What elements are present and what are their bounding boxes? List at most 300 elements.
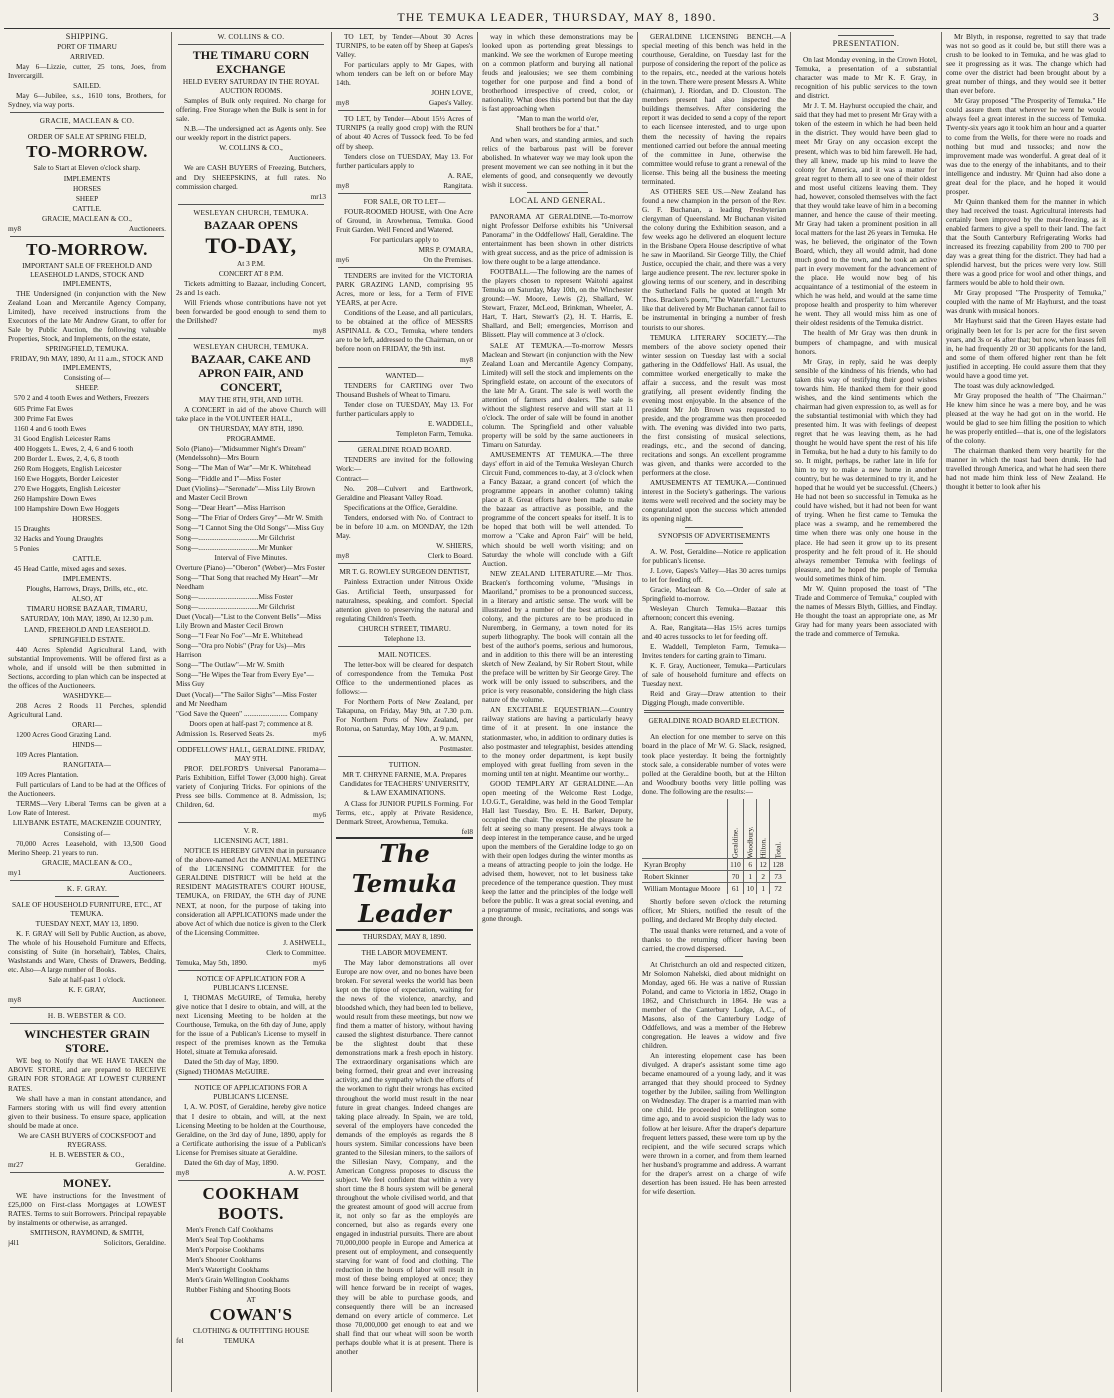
divider xyxy=(527,208,587,209)
article-paragraph: Mr Gray proposed "The Prosperity of Temuka," coupled with the name of Mr Hayhurst, and the toast was drunk with musical honors. xyxy=(946,288,1106,316)
divider xyxy=(338,110,471,111)
list-item: Song—"The Friar of Orders Grey"—Mr W. Smith xyxy=(176,512,323,522)
list-item: Song—"He Wipes the Tear from Every Eye"—Miss Guy xyxy=(176,670,314,689)
divider xyxy=(178,822,324,823)
list-item: Song—"I Cannot Sing the Old Songs"—Miss Guy xyxy=(176,522,324,532)
list-item: Song—.................................Mr Gilchrist xyxy=(176,532,295,542)
signature-line: my8 Clerk to Board. xyxy=(336,551,473,561)
signature: K. F. GRAY, xyxy=(68,985,106,995)
lilybank-text: 70,000 Acres Leasehold, with 13,500 Good Merino Sheep. 21 years to run. xyxy=(8,838,166,857)
signature-line: my8 Auctioneers. xyxy=(8,223,166,233)
presentation-heading: PRESENTATION. xyxy=(832,39,900,48)
list-item: Duet (Vocal)—"List to the Convent Bells"—Miss Lily Brown and Master Cecil Brown xyxy=(176,612,322,631)
divider xyxy=(55,896,118,897)
money-text: WE have instructions for the Investment of £25,000 on First-class Mortgages at LOWEST RATES. Terms to suit Borrowers. Principal repayable by instalments or otherwise, as arranged. xyxy=(8,1190,166,1228)
vote-count: 61 xyxy=(727,883,744,895)
doors-text: Doors open at half-past 7; commence at 8. xyxy=(189,718,313,728)
springfield-text: 440 Acres Splendid Agricultural Land, with substantial Improvements. Will be offered first as a whole, and if unsold will be then submitted in Sections, according to plan which can be inspected at the offices of the Auctioneers. xyxy=(8,644,166,690)
column-4 xyxy=(482,32,633,1392)
at-label: AT xyxy=(246,1295,256,1305)
news-item: AMUSEMENTS AT TEMUKA.—Continued interest in the Society's gatherings. The various items were well received and the society may be congratulated upon the success which attended its opening night. xyxy=(642,478,786,524)
programme-list xyxy=(176,444,326,552)
editorial-continued: way in which these demonstrations may be looked upon as portending great blessings to mankind. We see the workmen of Europe meeting on a common platform and burying all national feuds and jealousies; we see them combining together for one purpose and find a bond of brotherhood irrespective of creed, color, or nationality. What does this portend but that the day is fast approaching when xyxy=(482,32,633,114)
table-header: Total. xyxy=(770,799,786,859)
list-item: Men's Grain Wellington Cookhams xyxy=(186,1275,289,1285)
signature-line: mr27 Geraldine. xyxy=(8,1159,166,1169)
vote-count: 110 xyxy=(727,859,744,871)
article-paragraph: Mr Gray, in reply, said he was deeply sensible of the kindness of his friends, who had taken this way of testifying their good wishes towards him. He thanked them for their good wishes, and the kind sentiments which the chairman had given expression to, as well as for the substantial testimonial with which they had presented him. It was with feelings of deepest regret that he was leaving them, as he had thought he would have spent the rest of his life in Temuka, but he had a duty to his family to do so. It might, perhaps, be rather late in life for him to try to make a new home in another country, but he was determined to try it, and he hoped that he would yet be successful. (Cheers.) He had not been so successful in Temuka as he could have wished, but it had not been for want of trying. When he first came to Temuka the place was a swamp, and he remembered the time when there was only one house in the place. He had seen it grow up to its present prosperity and he felt proud of it. He should always remember Temuka with feelings of pleasure, and he hoped the people of Temuka would sometimes think of him. xyxy=(795,356,937,583)
lilybank-consisting: Consisting of— xyxy=(63,828,111,838)
for-sale-text: FOUR-ROOMED HOUSE, with One Acre of Ground, in Arowhenua, Temuka. Good Fruit Garden. Well Fenced and Watered. xyxy=(336,206,473,234)
election-result-text-2: The usual thanks were returned, and a vote of thanks to the returning officer having been carried, the crowd dispersed. xyxy=(642,925,786,953)
divider xyxy=(10,1172,164,1173)
table-row xyxy=(642,883,786,895)
ad-code: my8 xyxy=(313,326,326,336)
saturday-date: SATURDAY, 10th MAY, 1890, At 12.30 p.m. xyxy=(20,614,154,624)
divider xyxy=(10,112,164,113)
column-5 xyxy=(642,32,786,1392)
interval-text: Interval of Five Minutes. xyxy=(214,552,288,562)
news-item: AN EXCITABLE EQUESTRIAN.—Country railway stations are having a particularly heavy time of it at present. In one instance the stationmaster, who, in addition to ordinary duties is also postmaster and telegraphist, besides attending to the money order department, is kept busily employed with great fuelling from seven in the morning until ten at night. Meantime our worthy... xyxy=(482,705,633,778)
signature-title: Postmaster. xyxy=(439,744,473,754)
divider xyxy=(338,944,471,945)
sheep-heading: SHEEP. xyxy=(75,383,99,393)
vr-heading: V. R. xyxy=(243,826,259,836)
list-item: Men's Porpoise Cookhams xyxy=(186,1244,264,1254)
also-label: ALSO, AT xyxy=(71,594,103,604)
wanted-details: Tender close on TUESDAY, May 13. For further particulars apply to xyxy=(336,399,473,418)
column-7 xyxy=(946,32,1106,1392)
mcguire-notice: I, THOMAS McGUIRE, of Temuka, hereby give notice that I desire to obtain, and will, at the next Licensing Meeting to be holden at the Courthouse, Temuka, on the 6th day of June, apply for the issue of a Publican's License to myself in respect of the premises known as the Temuka Hotel, situate at Temuka aforesaid. xyxy=(176,992,326,1057)
winchester-text-2: We shall have a man in constant attendance, and Farmers storing with us will find every attention given to their business. To ensure space, application should be made at once. xyxy=(8,1093,166,1130)
hinds-text: 109 Acres Plantation. xyxy=(16,750,79,760)
order-of-sale: ORDER OF SALE AT SPRING FIELD, xyxy=(27,132,147,142)
panorama-text: PROF. DELFORD'S Universal Panorama—Paris Exhibition, Eiffel Tower (3,000 high). Great variety of Conjuring Tricks. For opinions of the Press see bills. Commence at 8. Admission, 1s; Children, 6d. xyxy=(176,763,326,810)
list-item: 260 Rom Hoggets, English Leicester xyxy=(14,463,122,473)
signature-line: my8 Gapes's Valley. xyxy=(336,98,473,108)
election-results-table xyxy=(642,799,786,895)
table-header xyxy=(642,799,727,859)
may-dates: MAY THE 8TH, 9TH, AND 10TH. xyxy=(199,395,303,405)
article-paragraph: Mr Hayhurst said that the Green Hayes estate had originally been let for 1s per acre for the first seven years, and 3s or 4s after that; but now, when leases fell in, he had frequently 20 or 30 applicants for the land, and some of them offered higher rent than he felt justified in accepting. He could assure them that they would have a good time yet. xyxy=(946,316,1106,380)
divider xyxy=(338,646,471,647)
column-divider xyxy=(941,32,942,1392)
implements-heading: IMPLEMENTS. xyxy=(62,574,112,584)
list-item: 200 Border L. Ewes, 2, 4, 6, 8 tooth xyxy=(14,453,119,463)
signature: A. RAE, xyxy=(447,170,473,180)
arrived-text: May 6—Lizzie, cutter, 25 tons, Joes, from Invercargill. xyxy=(8,62,166,81)
for-sale-apply: For particulars apply to xyxy=(370,234,439,244)
shipping-heading: SHIPPING. xyxy=(65,32,109,41)
masthead-date: THURSDAY, MAY 8, 1890. xyxy=(362,931,447,941)
horses-heading: HORSES. xyxy=(72,514,102,524)
signature-line: my1 Auctioneers. xyxy=(8,867,166,877)
list-item: "God Save the Queen" ........................ Company xyxy=(176,708,318,718)
list-item: Song—"The Outlaw"—Mr W. Smith xyxy=(176,660,285,670)
divider xyxy=(338,193,471,194)
cookham-headline: COOKHAM BOOTS. xyxy=(202,1183,300,1223)
sale-item: SHEEP xyxy=(75,193,99,203)
vote-total: 128 xyxy=(770,859,786,871)
header-rule xyxy=(4,28,1110,29)
divider xyxy=(685,956,743,957)
time-label: At 3 P.M. xyxy=(237,258,265,268)
specifications-2: Tenders, endorsed with No. of Contract to be in before 10 a.m. on MONDAY, the 12th May. xyxy=(336,513,473,541)
horses-list xyxy=(8,524,166,553)
column-6 xyxy=(795,32,937,1392)
to-let-details: Tenders close on TUESDAY, May 13. For further particulars apply to xyxy=(336,151,473,170)
important-sale: IMPORTANT SALE OF FREEHOLD AND LEASEHOLD LANDS, STOCK AND IMPLEMENTS, xyxy=(22,260,152,288)
cattle-text: 45 Head Cattle, mixed ages and sexes. xyxy=(14,564,127,574)
divider xyxy=(10,1007,164,1008)
list-item: 15 Draughts xyxy=(14,524,50,534)
table-row xyxy=(642,871,786,883)
list-item: Rubber Fishing and Shooting Boots xyxy=(186,1285,291,1295)
election-heading: GERALDINE ROAD BOARD ELECTION. xyxy=(648,716,780,726)
friday-date: FRIDAY, 9th MAY, 1890, At 11 a.m., STOCK AND IMPLEMENTS, xyxy=(10,354,164,373)
signature: W. SHIERS, xyxy=(436,541,473,551)
sale-item: IMPLEMENTS xyxy=(63,173,111,183)
oddfellows-heading: ODDFELLOWS' HALL, GERALDINE. FRIDAY, MAY 9TH. xyxy=(176,744,326,763)
sale-time: Sale to Start at Eleven o'clock sharp. xyxy=(33,163,141,173)
thursday-date: ON THURSDAY, MAY 8TH, 1890. xyxy=(198,424,304,434)
synopsis-item: K. F. Gray, Auctioneer, Temuka—Particulars of sale of household furniture and effects on Tuesday next. xyxy=(642,661,786,689)
sailed-text: May 6—Jubilee, s.s., 1610 tons, Brothers, for Sydney, via way ports. xyxy=(8,91,166,110)
programme-list-2 xyxy=(176,563,326,718)
dentist-telephone: Telephone 13. xyxy=(383,633,426,643)
divider xyxy=(685,728,743,729)
list-item: Song—"The Man of War"—Mr K. Whitehead xyxy=(176,463,311,473)
nb-text: N.B.—The undersigned act as Agents only. See our weekly report in the district papers. xyxy=(176,124,326,143)
sheep-list xyxy=(8,393,166,513)
list-item: Song—"Ora pro Nobis" (Pray for Us)—Mrs Harrison xyxy=(176,641,306,660)
signature-title: Clerk to Committee. xyxy=(266,947,326,957)
corn-exchange-headline: THE TIMARU CORN EXCHANGE xyxy=(192,48,310,77)
table-header-row xyxy=(642,799,786,859)
vote-count: 70 xyxy=(727,871,744,883)
page-number: 3 xyxy=(1092,10,1100,24)
tenders-victoria-2: Conditions of the Lease, and all particulars, to be obtained at the office of MESSRS ASPINALL & CO., Temuka, where tenders are to be left, addressed to the Chairman, on or before noon on FRIDAY, the 9th inst. xyxy=(336,308,473,354)
list-item: 100 Hampshire Down Ewe Hoggets xyxy=(14,503,120,513)
column-1 xyxy=(8,32,166,1392)
tuition-name: MR T. CHRYNE FARNIE, M.A. Prepares Candidates for TEACHERS' UNIVERSITY, & LAW EXAMINATIONS. xyxy=(339,770,470,798)
vote-total: 73 xyxy=(770,871,786,883)
divider xyxy=(10,236,164,237)
to-let-notice: TO LET, by Tender—About 15½ Acres of TURNIPS (a really good crop) with the RUN of about 40 Acres of Tussock feed. To be fed off by sheep. xyxy=(336,114,473,151)
news-item: NEW ZEALAND LITERATURE.—Mr Thos. Bracken's forthcoming volume, "Musings in Maoriland," promises to be a pronounced success, in a literary and artistic sense. The work will be illustrated by a number of the best artists in the colony, and the pictures are to be produced in Nuremberg, in Germany, a town noted for its superb lithography. The book will contain all the best of the author's poems, serious and humorous, and in addition to this there will be an interesting sketch of New Zealand, by Sir Robert Stout, while the preface will be written by Sir George Grey. The work will be only issued to subscribers, and the price is very reasonable, considering the high class nature of the volume. xyxy=(482,568,633,705)
bazaar-opens: BAZAAR OPENS xyxy=(204,217,298,232)
divider xyxy=(527,192,587,193)
notice-heading: NOTICE OF APPLICATION FOR A PUBLICAN'S LICENSE. xyxy=(196,973,306,992)
concert-text: A CONCERT in aid of the above Church will take place in the VOLUNTEER HALL, xyxy=(176,405,326,424)
news-item: TEMUKA LITERARY SOCIETY.—The members of the above society opened their winter session on Tuesday last with a social gathering in the Oddfellows' Hall. As usual, the committee worked energetically to make the affair a success, and the result was most gratifying, all present evidently finding the evening most enjoyable. In the absence of the president Mr Job Brown was requested to preside, and the programme was then proceeded with. The evening was divided into two parts, the first consisting of musical selections, readings, etc., and the second of dancing, recitations and songs. An excellent programme was given, and thanks were accorded to the performers at the close. xyxy=(642,332,786,478)
list-item: 32 Hacks and Young Draughts xyxy=(14,534,103,544)
divider xyxy=(838,35,895,36)
wesleyan-heading: WESLEYAN CHURCH, TEMUKA. xyxy=(193,207,309,217)
admission-line: Admission 1s. Reserved Seats 2s. my6 xyxy=(176,728,326,738)
today-headline: TO-DAY, xyxy=(205,232,297,258)
terms-text: TERMS—Very Liberal Terms can be given at a Low Rate of Interest. xyxy=(8,799,166,818)
news-item: FOOTBALL.—The following are the names of the players chosen to represent Waitohi against Temuka on Saturday, May 10th, on the Winchester ground:—W. Moore, Lewis (2), Shallard, W. Stewart, Frazer, McLeod, Brinkman, Wheeler, A. Hart, T. Hart, Stewart's (2), H. T. Harris, E. Shallard, and Bell; emergencies, Morrison and Blissett. Play will commence at 3 o'clock. xyxy=(482,267,633,340)
signature: E. WADDELL, xyxy=(427,418,473,428)
dentist-address: CHURCH STREET, TIMARU. xyxy=(358,623,451,633)
vote-count: 10 xyxy=(744,883,757,895)
port-heading: PORT OF TIMARU xyxy=(57,42,117,52)
list-item: Song—"Dear Heart"—Miss Harrison xyxy=(176,502,286,512)
mail-heading: MAIL NOTICES. xyxy=(378,649,431,659)
list-item: 570 2 and 4 tooth Ewes and Wethers, Freezers xyxy=(14,393,149,403)
post-notice: I, A. W. POST, of Geraldine, hereby give notice that I desire to obtain, and will, at the next Licensing Meeting to be holden at the Courthouse, Geraldine, on the 3rd day of June, 1890, apply for a Certificate authorising the issue of a Publican's License for Premises situate at Geraldine. xyxy=(176,1102,326,1157)
divider xyxy=(685,543,743,544)
ad-code: my8 xyxy=(460,354,473,364)
divider xyxy=(178,44,324,45)
synopsis-item: E. Waddell, Templeton Farm, Temuka—Invites tenders for carting grain to Timaru. xyxy=(642,642,786,661)
column-divider xyxy=(171,32,172,1392)
verse-line: "Man to man the world o'er, xyxy=(516,114,599,124)
mcguire-signature: (Signed) THOMAS McGUIRE. xyxy=(176,1067,270,1077)
news-item: SALE AT TEMUKA.—To-morrow Messrs Maclean and Stewart (in conjunction with the New Zealand Loan and Mercantile Agency Company, Limited) will sell the stock and implements on the Springfield estate, on account of the executors of the late Mr A. Grant. The sale is well worth the attention of farmers and dealers. The sale is without the slightest reserve and will start at 11 o'clock. The order of sale will be found in another column. The Springfield and other valuable property will be sold by the same auctioneers in Timaru on Saturday. xyxy=(482,340,633,450)
contract-text: No. 208—Culvert and Earthwork, Geraldine and Pleasant Valley Road. xyxy=(336,484,473,503)
column-3 xyxy=(336,32,473,1392)
header-title: THE TEMUKA LEADER, THURSDAY, MAY 8, 1890. xyxy=(397,10,717,24)
clothing-house: CLOTHING & OUTFITTING HOUSE xyxy=(192,1326,310,1336)
tickets-text: Tickets admitting to Bazaar, including Concert, 2s and 1s each. xyxy=(176,278,326,297)
dentist-heading: MR T. G. ROWLEY SURGEON DENTIST, xyxy=(339,567,470,577)
divider xyxy=(178,204,324,205)
wanted-text: TENDERS for CARTING over Two Thousand Bushels of Wheat to Timaru. xyxy=(336,380,473,399)
list-item: Song—"I Fear No Foe"—Mr E. Whitehead xyxy=(176,631,303,641)
licensing-notice: NOTICE IS HEREBY GIVEN that in pursuance of the above-named Act the ANNUAL MEETING of the LICENSING COMMITTEE for the GERALDINE DISTRICT will be held at the RESIDENT MAGISTRATE'S COURT HOUSE, TEMUKA, on FRIDAY, the 6TH day of JUNE NEXT, at noon, for the purpose of taking into consideration all APPLICATIONS made under the above Act of which due notice is given to the Clerk of the Licensing Committee. xyxy=(176,846,326,937)
programme-heading: PROGRAMME. xyxy=(226,434,276,444)
money-headline: MONEY. xyxy=(63,1175,111,1190)
boots-list xyxy=(176,1225,326,1294)
rangitata-heading: RANGITATA— xyxy=(63,760,111,770)
news-item: At Christchurch an old and respected citizen, Mr Solomon Nahelski, died about midnight on Monday, aged 66. He was a native of Russian Poland, and came to Victoria in 1852, Otago in 1862, and Christchurch in 1864. He was a member of the Canterbury Lodge, A.C., of Masons, also of the Canterbury Lodge of Oddfellows, and was a member of the Hebrew congregation. He leaves a widow and five children. xyxy=(642,959,786,1051)
list-item: Overture (Piano)—"Oberon" (Weber)—Mrs Foster xyxy=(176,562,326,572)
orari-heading: ORARI— xyxy=(72,720,102,729)
list-item: 270 Ewe Hoggets, English Leicester xyxy=(14,483,121,493)
news-item: AMUSEMENTS AT TEMUKA.—The three days' effort in aid of the Temuka Wesleyan Church Circuit Fund, commences to-day, at 3 o'clock when a Fancy Bazaar, a grand concert (of which the programme appears in another column) taking place at 8. Great efforts have been made to make the bazaar as attractive as possible, and the programme of the concert speaks for itself. It is to be hoped that both will be well attended. To morrow a "Cake and Apron Fair" will be held, which should be well worth visiting; and on Saturday the whole will conclude with a Gift Auction. xyxy=(482,450,633,568)
election-text: An election for one member to serve on this board in the place of Mr W. G. Slack, resigned, took place yesterday. It being the fortnightly stock sale, a considerable number of votes were polled at the Geraldine booth, but at the Hilton and Woodbury booths very little polling was done. The following are the results:— xyxy=(642,732,786,796)
list-item: Men's Seal Top Cookhams xyxy=(186,1234,264,1244)
ad-code: mr13 xyxy=(310,191,326,201)
list-item: 605 Prime Fat Ewes xyxy=(14,403,73,413)
list-item: 1160 4 and 6 tooth Ewes xyxy=(14,423,87,433)
list-item: Song—"Fiddle and I"—Miss Foster xyxy=(176,473,282,483)
article-paragraph: Mr Blyth, in response, regretted to say that trade was not so good as it could be, but still there was a crush to be looked to in Temuka, and he was glad to see it progressing as it was. The change which had come over the district had been brought about by a great number of things, and they would see it better than ever before. xyxy=(946,32,1106,96)
news-item: PANORAMA AT GERALDINE.—To-morrow night Professor Delforse exhibits his "Universal Panorama" in the Oddfellows' Hall, Geraldine. The entertainment has been shown in other districts with great success, and as the price of admission is low there ought to be a large attendance. xyxy=(482,211,633,267)
friends-text: Will Friends whose contributions have not yet been forwarded be good enough to send them to the Drillshed? xyxy=(176,297,326,325)
divider xyxy=(338,563,471,564)
tenders-victoria: TENDERS are invited for the VICTORIA PARK GRAZING LAND, comprising 95 Acres, more or less, for a Term of FIVE YEARS, at per Acre. xyxy=(336,271,473,308)
mail-text: The letter-box will be cleared for despatch of correspondence from the Temuka Post Office to the undermentioned places as follows:— xyxy=(336,659,473,696)
synopsis-item: Gracie, Maclean & Co.—Order of sale at Springfield to-morrow. xyxy=(642,584,786,603)
editorial-text: The May labor demonstrations all over Europe are now over, and no bones have been broken. For several weeks the world has been kept on the tiptoe of expectation, waiting for the news of the violence, anarchy, and bloodshed which, they had been led to believe, would result from these meetings, but now we find them a matter of history, without having caused the slightest disturbance. There cannot be the slightest doubt that these demonstrations mark a fresh epoch in history. The extraordinary organisations which are being formed, their great and ever increasing activity, and the sympathy which the efforts of the workmen to right their wrongs has excited throughout the world must result in the near future in great changes. Indeed changes are taking place already. In Spain, we are told, several of the employers have conceded the demands of the employés as regards the 8 hours system. Similar concessions have been granted to the Silesian miners, to the sailors of the Sillesian Navy, Company, and the American Congress proposes to discuss the subject. We feel confident that within a very short time the 8 hours system will be general throughout the whole civilised world, and that the greatest amount of good will accrue from it, not only so far as the employés are concerned, but also as regards every one engaged in industrial pursuits. There are about 70,000,000 people in Europe and America at present out of employment, and consequently starving for want of food and clothing. The reduction in the hours of labor will result in most of these being employed at once; they will hence forward be in receipt of wages, they will be able to purchase goods, and consequently there will be an increased demand on every article of commerce. Let those 70,000,000 get enough to eat and we shall find that our wheat will soon be worth perhaps double what it is at present. There is another xyxy=(336,957,473,1356)
article-paragraph: On last Monday evening, in the Crown Hotel, Temuka, a presentation of a substantial character was made to Mr K. F. Gray, in recognition of his public services to the town and district. xyxy=(795,55,937,101)
springfield-estate: SPRINGFIELD ESTATE. xyxy=(48,634,126,644)
page-header xyxy=(0,10,1114,26)
springfield-heading: SPRINGFIELD, TEMUKA. xyxy=(45,344,129,354)
synopsis-item: A. Rae, Rangitata—Has 15½ acres turnips and 40 acres tussocks to let for feeding off. xyxy=(642,622,786,641)
list-item: Song—.................................Miss Foster xyxy=(176,592,293,602)
divider xyxy=(10,1023,164,1024)
news-item: An interesting elopement case has been divulged. A draper's assistant some time ago became enamoured of a young lady, and it was arranged that they should proceed to Sydney together by the Jubilee, sailing from Wellington on Wednesday. The draper is a married man with one child. He proceeded to Wellington some time ago, and to avoid suspicion the lady was to follow at her leisure. After the draper's departure frequent letters passed, these were torn up by the recipient, and the wife secured scraps which were thrown in a corner, and from them learned her husband's programme and address. A warrant for the draper's arrest on a charge of wife desertion has been issued. He has been arrested for wife desertion. xyxy=(642,1051,786,1196)
rangitata-text: 109 Acres Plantation. xyxy=(16,770,79,780)
article-paragraph: Mr W. Quinn proposed the toast of "The Trade and Commerce of Temuka," coupled with the names of Messrs Blyth, Gillies, and Findlay. He thought the toast an appropriate one, as Mr Gray had for many years been associated with the trade and commerce of Temuka. xyxy=(795,583,937,638)
divider xyxy=(338,367,471,368)
washdyke-heading: WASHDYKE— xyxy=(62,690,112,700)
synopsis-item: J. Love, Gapes's Valley—Has 30 acres turnips to let for feeding off. xyxy=(642,565,786,584)
specifications: Specifications at the Office, Geraldine. xyxy=(344,503,458,513)
list-item: Men's Watertight Cookhams xyxy=(186,1265,269,1275)
signature: MRS P. O'MARA, xyxy=(418,244,473,254)
election-result-text: Shortly before seven o'clock the returning officer, Mr Shiers, notified the result of the polling, and declared Mr Brophy duly elected. xyxy=(642,897,786,925)
divider xyxy=(338,756,471,757)
list-item: Duet (Violins)—"Serenade"—Miss Lily Brown and Master Cecil Brown xyxy=(176,483,316,502)
synopsis-item: Wesleyan Church Temuka—Bazaar this afternoon; concert this evening. xyxy=(642,603,786,622)
cattle-heading: CATTLE. xyxy=(72,554,102,564)
to-let-details: For particulars apply to Mr Gapes, with whom tenders can be left on or before May 14th. xyxy=(336,60,473,88)
divider xyxy=(178,970,324,971)
road-board-text: TENDERS are invited for the following Work:— xyxy=(336,454,473,473)
article-paragraph: The health of Mr Gray was then drunk in bumpers of champagne, and with musical honors. xyxy=(795,328,937,356)
divider xyxy=(838,51,895,52)
vote-count: 1 xyxy=(757,883,770,895)
bazaar-cake-headline: BAZAAR, CAKE AND APRON FAIR, AND CONCERT, xyxy=(191,352,311,395)
column-2 xyxy=(176,32,326,1392)
signature: H. B. WEBSTER & CO., xyxy=(49,1149,125,1159)
timaru-bazaar: TIMARU HORSE BAZAAR, TIMARU, xyxy=(26,604,148,614)
list-item: 260 Hampshire Down Ewes xyxy=(14,493,97,503)
cash-text: We are CASH BUYERS of Freezing, Butchers, and Dry SHEEPSKINS, at full rates. No commission charged. xyxy=(176,163,326,191)
synopsis-item: A. W. Post, Geraldine—Notice re application for publican's license. xyxy=(642,546,786,565)
vote-count: 12 xyxy=(757,859,770,871)
auctioneer-heading: K. F. GRAY. xyxy=(66,883,108,893)
cash-buyers: We are CASH BUYERS of COCKSFOOT and RYEGRASS. xyxy=(18,1130,156,1149)
divider xyxy=(685,527,743,528)
furniture-text: K. F. GRAY will Sell by Public Auction, as above, The whole of his Household Furniture and Effects, consisting of Suite (in horsehair), Tables, Chairs, Washstands and Ware, Chests of Drawers, Bedding, etc. Also—A large number of Books. xyxy=(8,928,166,975)
to-let-notice: TO LET, by Tender—About 30 Acres TURNIPS, to be eaten off by Sheep at Gapes's Valley. xyxy=(336,32,473,60)
signature-line: my8 A. W. POST. xyxy=(176,1167,326,1177)
signature: J. ASHWELL, xyxy=(283,937,326,947)
held-text-2: Samples of Bulk only required. No charge for offering. Free Storage when the Bulk is sent in for sale. xyxy=(176,96,326,124)
ad-code: fel8 xyxy=(461,826,473,836)
candidate-name: William Montague Moore xyxy=(642,883,727,895)
editorial-heading: THE LABOR MOVEMENT. xyxy=(361,947,448,957)
lilybank-heading: LILYBANK ESTATE, MACKENZIE COUNTRY, xyxy=(12,818,162,828)
table-row xyxy=(642,859,786,871)
list-item: 300 Prime Fat Ewes xyxy=(14,413,73,423)
table-header: Woodbury. xyxy=(744,799,757,859)
winchester-text: WE beg to Notify that WE HAVE TAKEN the ABOVE STORE, and are prepared to RECEIVE GRAIN FOR STORAGE AT LOWEST CURRENT RATES. xyxy=(8,1056,166,1093)
hinds-heading: HINDS— xyxy=(72,740,102,750)
tuition-text: A Class for JUNIOR PUPILS Forming. For Terms, etc., apply at Private Residence, Denmark Street, Arowhenua, Temuka. xyxy=(336,798,473,826)
licensing-act-heading: LICENSING ACT, 1881. xyxy=(213,836,289,846)
tuition-heading: TUITION. xyxy=(388,760,421,770)
signature-title: Auctioneers. xyxy=(288,153,326,163)
auctioneer-heading: GRACIE, MACLEAN & CO. xyxy=(39,116,135,126)
signature: SMITHSON, RAYMOND, & SMITH, xyxy=(30,1228,144,1238)
candidate-name: Kyran Brophy xyxy=(642,859,727,871)
list-item: 31 Good English Leicester Rams xyxy=(14,433,111,443)
vote-total: 72 xyxy=(770,883,786,895)
list-item: 5 Ponies xyxy=(14,544,39,554)
signature-line: my8 Auctioneer. xyxy=(8,995,166,1005)
list-item: Duet (Vocal)—"The Sailor Sighs"—Miss Foster and Mr Needham xyxy=(176,689,317,708)
column-divider xyxy=(331,32,332,1392)
article-paragraph: Mr Quinn thanked them for the manner in which they had received the toast. Agricultural interests had certainly been improved by the meat-freezing, as it enabled farmers to give a spell to their land. The fact that the South Canterbury Refrigerating Works had increased its freezing capability from 200 to 700 per day was a great thing for the district. They had had a splendid harvest, but the prices were very low. Still there was a good price for wool and other things, and farmers would be able to hold their own. xyxy=(946,196,1106,288)
news-item: AS OTHERS SEE US.—New Zealand has found a new champion in the person of the Rev. G. F. Buchanan, a leading Presbyterian clergyman of Queensland. Mr Buchanan visited the colony during the Exhibition season, and a few weeks ago he delivered an eloquent lecture in the Brisbane Opera House descriptive of what he saw in Maoriland. Sir George Tilly, the Chief Justice, occupied the chair, and there was a very large audience present. The rev. lecturer spoke in glowing terms of our scenery, and in describing the Sutherland Falls he quoted at length Mr Thos. Bracken's poem, "The Waterfall." Lectures like that delivered by Mr Buchanan cannot fail to be instrumental in bringing a number of fresh tourists to our shores. xyxy=(642,186,786,332)
candidate-name: Robert Skinner xyxy=(642,871,727,883)
column-divider xyxy=(637,32,638,1392)
masthead: The Temuka Leader xyxy=(336,837,473,931)
verse-line: Shall brothers be for a' that." xyxy=(515,124,600,134)
synopsis-heading: SYNOPSIS OF ADVERTISEMENTS xyxy=(658,530,770,540)
tomorrow-headline: TO-MORROW. xyxy=(26,239,148,259)
list-item: Men's Shooter Cookhams xyxy=(186,1254,262,1264)
list-item: 160 Ewe Hoggets, Border Leicester xyxy=(14,473,119,483)
tuesday-date: TUESDAY NEXT, MAY 13, 1890. xyxy=(35,918,139,928)
divider xyxy=(178,1079,324,1080)
divider xyxy=(55,128,118,129)
article-paragraph: Mr J. T. M. Hayhurst occupied the chair, and said that they had met to present Mr Gray with a token of the esteem in which he had been held in the district. They would have been glad to meet Mr Gray on any occasion except the present, which was to bid him farewell. He had, they all knew, made up his mind to leave the colony for America, and it was a matter for great regret to them all to see one of their oldest and most useful citizens leaving them. They had, however, consoled themselves with the fact that they would take leave of him in a becoming manner, and hence the cause of their meeting. Mr Gray had taken a prominent position in all local matters for the last 26 years in Temuka. He was, he believed, the originator of the Town Board, which, they all would admit, had done much good to the town, and he took an active part in every movement for the advancement of the place. He would now beg of his acquaintance of a testimonial of the esteem in which he was held, and would at the same time propose health and prosperity to him wherever he went. They all would miss him as one of their oldest residents of the Temuka district. xyxy=(795,101,937,328)
undersigned-text: THE Undersigned (in conjunction with the New Zealand Loan and Mercantile Agency Company, Limited), have received instructions from the Executors of the late Mr Andrew Grant, to offer for Sale by Public Auction, the following valuable Properties, Stock, and Implements, on the estate, xyxy=(8,288,166,344)
signature: JOHN LOVE, xyxy=(431,88,473,98)
divider xyxy=(178,338,324,339)
signature: W. COLLINS & CO., xyxy=(219,143,283,153)
signature-line: my6 On the Premises. xyxy=(336,255,473,265)
concert-time: CONCERT AT 8 P.M. xyxy=(218,268,284,278)
signature-line: j4l1 Solicitors, Geraldine. xyxy=(8,1238,166,1248)
advertiser-heading: W. COLLINS & CO. xyxy=(217,32,285,41)
divider xyxy=(10,880,164,881)
divider xyxy=(178,741,324,742)
sale-time: Sale at half-past 1 o'clock. xyxy=(48,975,126,985)
list-item: Song—.................................Mr Gilchrist xyxy=(176,602,295,612)
notice-heading: NOTICE OF APPLICATIONS FOR A PUBLICAN'S LICENSE. xyxy=(194,1083,308,1102)
cowans-headline: COWAN'S xyxy=(209,1305,293,1325)
table-header: Hilton. xyxy=(757,799,770,859)
held-text: HELD EVERY SATURDAY IN THE ROYAL AUCTION ROOMS. xyxy=(182,77,320,96)
for-sale-heading: FOR SALE, OR TO LET— xyxy=(363,196,446,206)
date-line: Temuka, May 5th, 1890. my6 xyxy=(176,957,326,967)
winchester-headline: WINCHESTER GRAIN STORE. xyxy=(24,1027,150,1056)
post-date: Dated the 6th day of May, 1890. xyxy=(184,1157,279,1167)
road-board-heading: GERALDINE ROAD BOARD. xyxy=(357,444,452,454)
vote-count: 1 xyxy=(744,871,757,883)
list-item: Song—.................................Mr Munker xyxy=(176,542,293,552)
auctioneer-heading: H. B. WEBSTER & CO. xyxy=(47,1011,127,1021)
dentist-text: Painless Extraction under Nitrous Oxide Gas. Artificial Teeth, unsurpassed for naturalness, speaking, and comfort. Special attention given to preserving the natural and regulating Children's Teeth. xyxy=(336,577,473,623)
signature-line: fel TEMUKA xyxy=(176,1336,255,1346)
particulars-text: Full particulars of Land to be had at the Offices of the Auctioneers. xyxy=(8,780,166,799)
land-heading: LAND, FREEHOLD AND LEASEHOLD. xyxy=(24,624,150,634)
signature: A. W. MANN, xyxy=(430,734,473,744)
wesleyan-heading: WESLEYAN CHURCH, TEMUKA. xyxy=(193,342,309,352)
list-item: 400 Hoggets L. Ewes, 2, 4, 6 and 6 tooth xyxy=(14,443,134,453)
ad-code: my6 xyxy=(313,810,326,820)
sale-item: CATTLE. xyxy=(72,203,102,213)
news-item: GOOD TEMPLARY AT GERALDINE.—An open meeting of the Welcome Rest Lodge, I.O.G.T., Geraldine, was held in the Good Templar Hall last Tuesday, Bro. E. H. Barker, Deputy, occupied the chair. The expressed the pleasure he felt at seeing so many present. He always took a deep interest in the temperance cause, and he urged upon the members of the Geraldine lodge to go on with their open lodges during the winter months as a means of attracting people to join the lodge. He advised them, however, not to let business take precedence of the temperance question. They must keep the latter and the principles of the lodge well before the public. It was a great social evening, and a programme of music, recitations, and songs was gone through. xyxy=(482,778,633,924)
signature: GRACIE, MACLEAN & CO., xyxy=(42,213,132,223)
arrived-label: ARRIVED. xyxy=(69,52,105,62)
news-item: GERALDINE LICENSING BENCH.—A special meeting of this bench was held in the courthouse, Geraldine, on Tuesday last for the purpose of considering the report of the police as to the repairs, etc., needed at the various hotels in the town. There were present Messrs A. White (chairman), J. Riordan, and D. Clouston. The members present had also inspected the buildings themselves. After considering the report it was decided to send a copy of the report to each licensee interested, and to urge upon them the necessity of having the repairs mentioned carried out before the annual meeting of the committee in June, otherwise the committee would refuse to grant a renewal of the license. This being all the business the meeting terminated. xyxy=(642,32,786,186)
list-item: Men's French Calf Cookhams xyxy=(186,1224,274,1234)
list-item: Song—"That Song that reached My Heart"—Mr Needham xyxy=(176,572,318,592)
editorial-closing: And when wars, and standing armies, and such relics of the barbarous past will be forever abolished. In whatever way we may look upon the present movement we can see nothing in it but the elements of good, and consequently we devoutly wish it success. xyxy=(482,134,633,189)
washdyke-text: 208 Acres 2 Roods 11 Perches, splendid Agricultural Land. xyxy=(8,700,166,719)
column-divider xyxy=(477,32,478,1392)
